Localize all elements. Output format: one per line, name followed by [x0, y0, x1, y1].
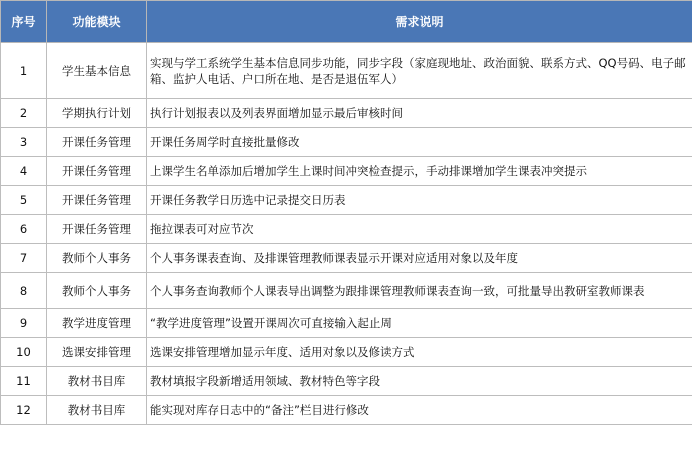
- header-row: [1, 1, 692, 43]
- row-desc: 拖拉课表可对应节次: [147, 215, 692, 244]
- table-row: [1, 99, 692, 128]
- table-row: [1, 396, 692, 425]
- row-no: 1: [1, 43, 47, 99]
- table-row: [1, 43, 692, 99]
- row-desc: 个人事务查询教师个人课表导出调整为跟排课管理教师课表查询一致，可批量导出教研室教师课表: [147, 273, 692, 309]
- row-no: 9: [1, 309, 47, 338]
- row-no: 5: [1, 186, 47, 215]
- row-module: 学生基本信息: [47, 43, 147, 99]
- table-row: [1, 186, 692, 215]
- row-no: 4: [1, 157, 47, 186]
- row-module: 教师个人事务: [47, 244, 147, 273]
- row-desc: 开课任务教学日历选中记录提交日历表: [147, 186, 692, 215]
- row-no: 7: [1, 244, 47, 273]
- table-row: [1, 309, 692, 338]
- row-desc: 能实现对库存日志中的“备注”栏目进行修改: [147, 396, 692, 425]
- row-desc: 上课学生名单添加后增加学生上课时间冲突检查提示，手动排课增加学生课表冲突提示: [147, 157, 692, 186]
- row-no: 12: [1, 396, 47, 425]
- row-no: 6: [1, 215, 47, 244]
- row-no: 8: [1, 273, 47, 309]
- row-module: 开课任务管理: [47, 215, 147, 244]
- header-no: 序号: [1, 1, 47, 43]
- row-module: 开课任务管理: [47, 128, 147, 157]
- row-no: 10: [1, 338, 47, 367]
- table-row: [1, 367, 692, 396]
- row-module: 学期执行计划: [47, 99, 147, 128]
- row-desc: 开课任务周学时直接批量修改: [147, 128, 692, 157]
- row-module: 教师个人事务: [47, 273, 147, 309]
- row-no: 11: [1, 367, 47, 396]
- row-desc: 教材填报字段新增适用领域、教材特色等字段: [147, 367, 692, 396]
- row-module: 选课安排管理: [47, 338, 147, 367]
- table-row: [1, 128, 692, 157]
- table-row: [1, 273, 692, 309]
- header-desc: 需求说明: [147, 1, 692, 43]
- row-desc: 执行计划报表以及列表界面增加显示最后审核时间: [147, 99, 692, 128]
- row-no: 2: [1, 99, 47, 128]
- row-module: 教学进度管理: [47, 309, 147, 338]
- row-desc: 个人事务课表查询、及排课管理教师课表显示开课对应适用对象以及年度: [147, 244, 692, 273]
- table-row: [1, 157, 692, 186]
- table-row: [1, 244, 692, 273]
- table-row: [1, 215, 692, 244]
- row-desc: 实现与学工系统学生基本信息同步功能，同步字段（家庭现地址、政治面貌、联系方式、QQ号码、电子邮箱、监护人电话、户口所在地、是否是退伍军人）: [147, 43, 692, 99]
- row-no: 3: [1, 128, 47, 157]
- row-module: 教材书目库: [47, 396, 147, 425]
- header-module: 功能模块: [47, 1, 147, 43]
- row-desc: “教学进度管理”设置开课周次可直接输入起止周: [147, 309, 692, 338]
- row-module: 教材书目库: [47, 367, 147, 396]
- row-desc: 选课安排管理增加显示年度、适用对象以及修读方式: [147, 338, 692, 367]
- table-row: [1, 338, 692, 367]
- row-module: 开课任务管理: [47, 186, 147, 215]
- row-module: 开课任务管理: [47, 157, 147, 186]
